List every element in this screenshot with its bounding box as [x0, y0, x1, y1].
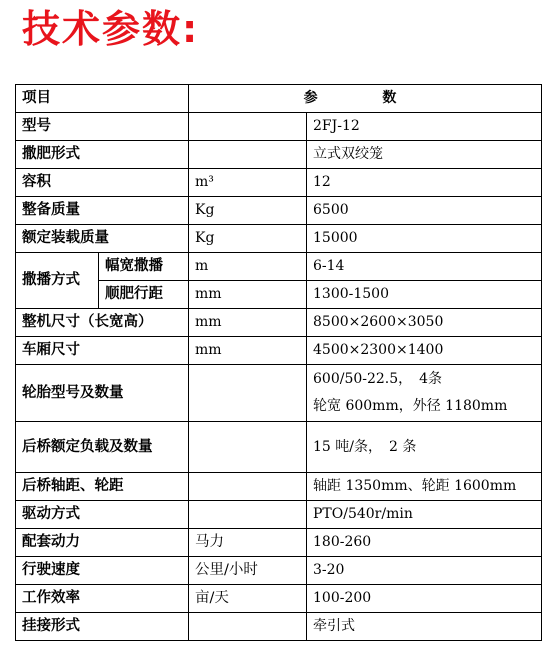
table-row	[16, 169, 542, 197]
row-unit: m³	[189, 169, 307, 197]
row-name: 后桥轴距、轮距	[16, 473, 189, 501]
row-name: 挂接形式	[16, 613, 189, 641]
row-value: 3-20	[307, 557, 542, 585]
row-value: 立式双绞笼	[307, 141, 542, 169]
row-unit: Kg	[189, 197, 307, 225]
row-unit: mm	[189, 281, 307, 309]
row-name: 行驶速度	[16, 557, 189, 585]
row-name: 撒肥形式	[16, 141, 189, 169]
table-row	[16, 585, 542, 613]
table-row	[16, 141, 542, 169]
row-value: 2FJ-12	[307, 113, 542, 141]
row-unit: 亩/天	[189, 585, 307, 613]
row-unit: Kg	[189, 225, 307, 253]
table-row	[16, 501, 542, 529]
table-row	[16, 473, 542, 501]
row-unit	[189, 113, 307, 141]
table-row	[16, 309, 542, 337]
row-name: 整机尺寸（长宽高）	[16, 309, 189, 337]
spec-table	[15, 84, 542, 641]
row-name: 额定装载质量	[16, 225, 189, 253]
row-name: 容积	[16, 169, 189, 197]
row-name: 型号	[16, 113, 189, 141]
row-name: 工作效率	[16, 585, 189, 613]
row-name: 配套动力	[16, 529, 189, 557]
row-unit: m	[189, 253, 307, 281]
table-row	[16, 613, 542, 641]
table-row	[16, 225, 542, 253]
row-unit	[189, 422, 307, 473]
row-value: 12	[307, 169, 542, 197]
table-header-row	[16, 85, 542, 113]
row-unit: mm	[189, 337, 307, 365]
table-row	[16, 337, 542, 365]
row-unit: 马力	[189, 529, 307, 557]
row-name: 车厢尺寸	[16, 337, 189, 365]
row-value: 15 吨/条， 2 条	[307, 422, 542, 473]
row-value: 8500×2600×3050	[307, 309, 542, 337]
row-unit	[189, 365, 307, 422]
row-name: 整备质量	[16, 197, 189, 225]
row-value-line: 600/50-22.5， 4条	[313, 371, 443, 387]
row-unit	[189, 613, 307, 641]
row-value: PTO/540r/min	[307, 501, 542, 529]
table-row	[16, 113, 542, 141]
row-name: 撒播方式	[16, 253, 99, 309]
row-value: 1300-1500	[307, 281, 542, 309]
table-row	[16, 557, 542, 585]
row-value: 6500	[307, 197, 542, 225]
row-unit: mm	[189, 309, 307, 337]
row-value: 牵引式	[307, 613, 542, 641]
row-value: 100-200	[307, 585, 542, 613]
row-subname: 顺肥行距	[99, 281, 189, 309]
row-name: 轮胎型号及数量	[16, 365, 189, 422]
row-unit	[189, 141, 307, 169]
row-value: 4500×2300×1400	[307, 337, 542, 365]
row-name: 驱动方式	[16, 501, 189, 529]
row-value: 轴距 1350mm、轮距 1600mm	[307, 473, 542, 501]
row-value: 15000	[307, 225, 542, 253]
row-unit: 公里/小时	[189, 557, 307, 585]
page-title: 技术参数:	[22, 7, 200, 51]
row-name: 后桥额定负载及数量	[16, 422, 189, 473]
row-unit	[189, 501, 307, 529]
table-row	[16, 365, 542, 422]
row-value-line: 轮宽 600mm，外径 1180mm	[313, 398, 508, 414]
table-row	[16, 422, 542, 473]
row-subname: 幅宽撒播	[99, 253, 189, 281]
table-row	[16, 253, 542, 281]
row-value	[307, 365, 542, 422]
header-item: 项目	[16, 85, 189, 113]
table-row	[16, 197, 542, 225]
header-params: 参 数	[189, 85, 542, 113]
row-value: 6-14	[307, 253, 542, 281]
row-value: 180-260	[307, 529, 542, 557]
row-unit	[189, 473, 307, 501]
table-row	[16, 529, 542, 557]
